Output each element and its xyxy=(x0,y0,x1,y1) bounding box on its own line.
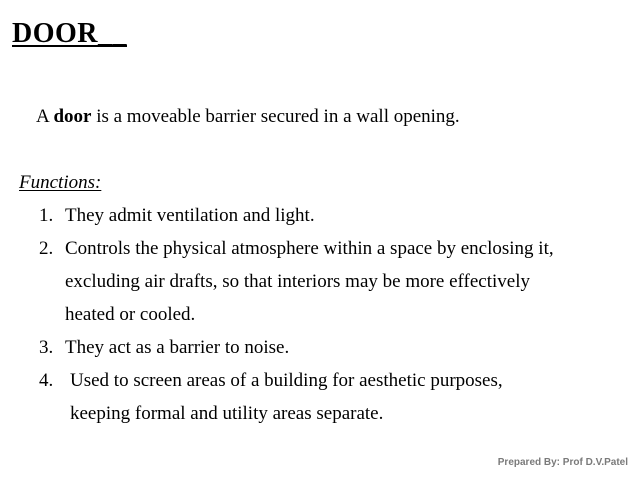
list-item-number: 3. xyxy=(39,337,54,358)
footer-credit: Prepared By: Prof D.V.Patel xyxy=(497,457,628,468)
definition-bold-word: door xyxy=(53,106,92,127)
list-item-line: They admit ventilation and light. xyxy=(65,205,315,226)
list-item-line: keeping formal and utility areas separate. xyxy=(70,403,384,424)
list-item-number: 2. xyxy=(39,238,54,259)
list-item-line: They act as a barrier to noise. xyxy=(65,337,290,358)
definition-text xyxy=(36,106,460,128)
definition-prefix: A xyxy=(36,106,54,127)
list-item-number: 1. xyxy=(39,205,54,226)
list-item-number: 4. xyxy=(39,370,54,391)
list-item-line: excluding air drafts, so that interiors may be more effectively xyxy=(65,271,530,292)
list-item-line: Controls the physical atmosphere within a space by enclosing it, xyxy=(65,238,554,259)
definition-suffix: is a moveable barrier secured in a wall opening. xyxy=(91,106,460,127)
list-item-line: Used to screen areas of a building for aesthetic purposes, xyxy=(70,370,503,391)
functions-heading: Functions: xyxy=(19,172,102,193)
list-item-line: heated or cooled. xyxy=(65,304,196,325)
slide-title: DOOR__ xyxy=(12,18,127,49)
